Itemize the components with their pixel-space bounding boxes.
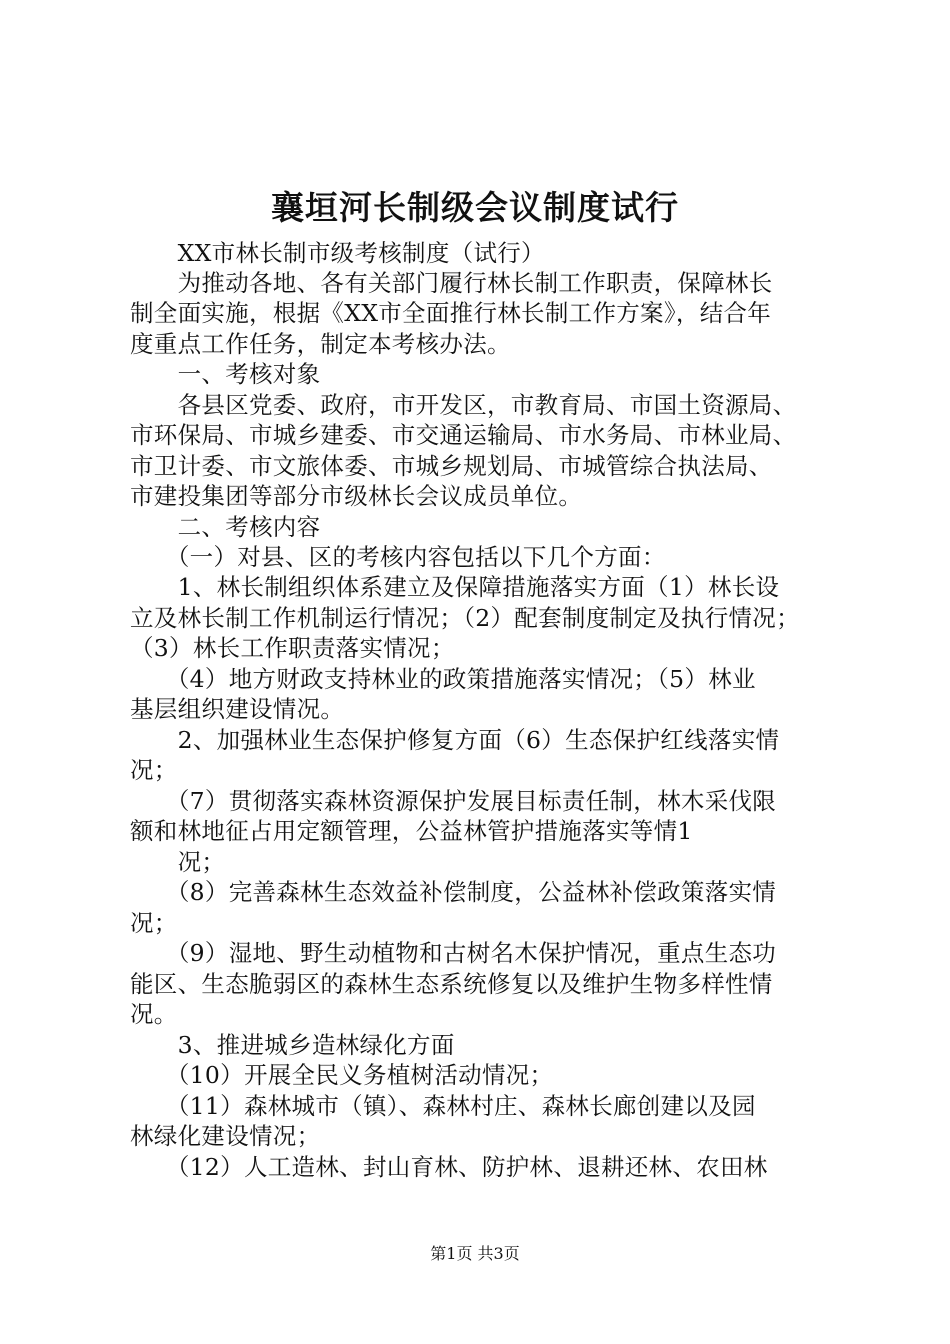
body-line: 各县区党委、政府，市开发区，市教育局、市国土资源局、 [130, 391, 797, 419]
body-line: 林绿化建设情况； [130, 1122, 321, 1150]
body-line: （10）开展全民义务植树活动情况； [130, 1061, 554, 1089]
page-number: 第1页 共3页 [430, 1244, 520, 1263]
body-line: 2、加强林业生态保护修复方面（6）生态保护红线落实情 [130, 726, 780, 754]
document-title: 襄垣河长制级会议制度试行 [271, 188, 679, 227]
body-line: （12）人工造林、封山育林、防护林、退耕还林、农田林 [130, 1153, 768, 1181]
body-line: 额和林地征占用定额管理，公益林管护措施落实等情1 [130, 817, 693, 845]
body-line: （7）贯彻落实森林资源保护发展目标责任制，林木采伐限 [130, 787, 777, 815]
body-line: （3）林长工作职责落实情况； [130, 634, 455, 662]
body-line: 1、林长制组织体系建立及保障措施落实方面（1）林长设 [130, 573, 780, 601]
body-line: 为推动各地、各有关部门履行林长制工作职责，保障林长 [130, 269, 773, 297]
body-line: 况； [130, 848, 226, 876]
body-line: （一）对县、区的考核内容包括以下几个方面： [130, 543, 666, 571]
body-line: 市建投集团等部分市级林长会议成员单位。 [130, 482, 583, 510]
body-line: 况； [130, 909, 178, 937]
body-line: 3、推进城乡造林绿化方面 [130, 1031, 455, 1059]
body-line: （8）完善森林生态效益补偿制度，公益林补偿政策落实情 [130, 878, 777, 906]
body-line: 况； [130, 756, 178, 784]
body-line: 立及林长制工作机制运行情况；（2）配套制度制定及执行情况； [130, 604, 800, 632]
body-line: 况。 [130, 1000, 178, 1028]
body-line: 能区、生态脆弱区的森林生态系统修复以及维护生物多样性情 [130, 970, 773, 998]
body-line: （11）森林城市（镇）、森林村庄、森林长廊创建以及园 [130, 1092, 756, 1120]
body-line: XX市林长制市级考核制度（试行） [130, 239, 545, 267]
body-line: 二、考核内容 [130, 513, 321, 541]
body-line: 基层组织建设情况。 [130, 695, 345, 723]
body-line: 一、考核对象 [130, 360, 321, 388]
body-line: 度重点工作任务，制定本考核办法。 [130, 330, 511, 358]
body-line: 制全面实施，根据《XX市全面推行林长制工作方案》，结合年 [130, 299, 772, 327]
body-line: 市环保局、市城乡建委、市交通运输局、市水务局、市林业局、 [130, 421, 797, 449]
body-line: （9）湿地、野生动植物和古树名木保护情况，重点生态功 [130, 939, 777, 967]
body-line: （4）地方财政支持林业的政策措施落实情况；（5）林业 [130, 665, 756, 693]
body-line: 市卫计委、市文旅体委、市城乡规划局、市城管综合执法局、 [130, 452, 773, 480]
